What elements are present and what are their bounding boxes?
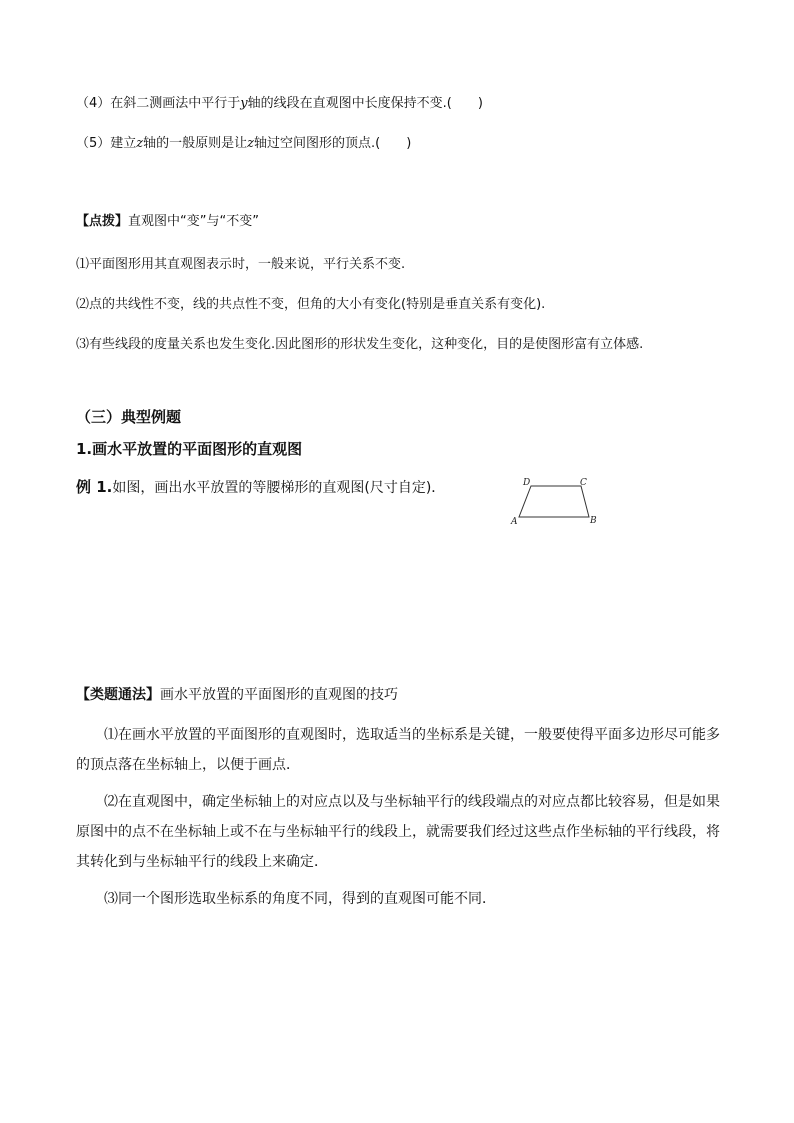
tip-point-1: ⑴平面图形用其直观图表示时，一般来说，平行关系不变. <box>76 257 406 272</box>
item-4-var: y <box>240 96 248 111</box>
method-p3: ⑶同一个图形选取坐标系的角度不同，得到的直观图可能不同． <box>104 891 496 907</box>
method-title: 画水平放置的平面图形的直观图的技巧 <box>160 687 398 703</box>
tip-heading <box>76 213 259 231</box>
trapezoid-figure <box>510 474 610 530</box>
method-heading <box>76 686 398 704</box>
label-a: A <box>511 517 518 527</box>
trapezoid-shape <box>519 486 589 517</box>
label-d: D <box>523 478 531 488</box>
method-p1-l1: ⑴在画水平放置的平面图形的直观图时，选取适当的坐标系是关键，一般要使得平面多边形尽可能多 <box>104 727 720 743</box>
example-text: 如图，画出水平放置的等腰梯形的直观图(尺寸自定)． <box>112 480 446 496</box>
label-b: B <box>590 516 597 526</box>
method-label: 【类题通法】 <box>76 687 160 703</box>
tip-label: 【点拨】 <box>76 214 129 229</box>
label-c: C <box>580 478 587 488</box>
item-5 <box>76 135 411 153</box>
item-5-mid: 轴的一般原则是让 <box>143 136 248 151</box>
method-p1-l2: 的顶点落在坐标轴上，以便于画点． <box>76 757 300 773</box>
item-5-post: 轴过空间图形的顶点.( ) <box>254 136 412 151</box>
item-4-post: 轴的线段在直观图中长度保持不变.( ) <box>247 96 483 111</box>
method-p2-l3: 其转化到与坐标轴平行的线段上来确定． <box>76 854 328 870</box>
item-5-pre: （5）建立 <box>76 136 137 151</box>
section-subheading: 1.画水平放置的平面图形的直观图 <box>76 440 303 458</box>
tip-point-2: ⑵点的共线性不变，线的共点性不变，但角的大小有变化(特别是垂直关系有变化). <box>76 297 546 312</box>
example-label: 例 1. <box>76 478 113 496</box>
tip-point-3: ⑶有些线段的度量关系也发生变化.因此图形的形状发生变化，这种变化，目的是使图形富有立体感. <box>76 337 644 352</box>
tip-title: 直观图中“变”与“不变” <box>128 214 259 229</box>
method-p2-l1: ⑵在直观图中，确定坐标轴上的对应点以及与坐标轴平行的线段端点的对应点都比较容易，但是如果 <box>104 794 720 810</box>
item-4-pre: （4）在斜二测画法中平行于 <box>76 96 241 111</box>
item-5-var2: z <box>247 136 255 151</box>
item-5-var: z <box>136 136 144 151</box>
item-4 <box>76 95 483 113</box>
method-p2-l2: 原图中的点不在坐标轴上或不在与坐标轴平行的线段上，就需要我们经过这些点作坐标轴的平行线段，将 <box>76 824 720 840</box>
example-1 <box>76 478 445 497</box>
section-heading: （三）典型例题 <box>76 408 182 426</box>
